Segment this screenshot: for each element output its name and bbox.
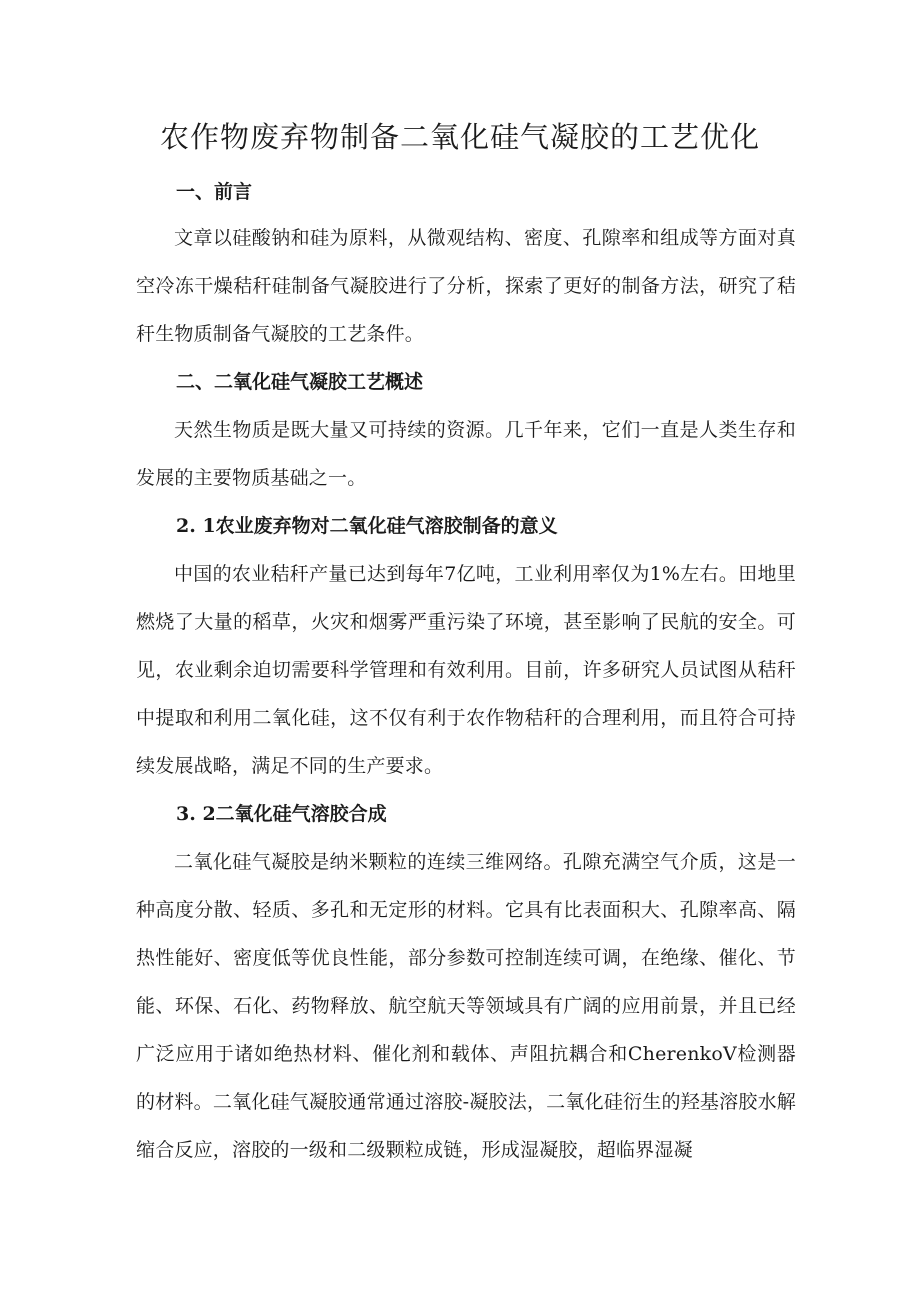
subsection-body-significance xyxy=(136,550,796,790)
section-body-overview xyxy=(136,406,796,502)
section-heading-overview: 二、二氧化硅气凝胶工艺概述 xyxy=(176,371,424,393)
subsection-body-synthesis xyxy=(136,838,796,1174)
document-title: 农作物废弃物制备二氧化硅气凝胶的工艺优化 xyxy=(159,120,760,154)
section-heading-preface: 一、前言 xyxy=(176,181,253,203)
paragraph-synthesis: 二氧化硅气凝胶是纳米颗粒的连续三维网络。孔隙充满空气介质，这是一种高度分散、轻质、多孔和无定形的材料。它具有比表面积大、孔隙率高、隔热性能好、密度低等优良性能，部分参数可控制连续可调，在绝缘、催化、节能、环保、石化、药物释放、航空航天等领域具有广阔的应用前景，并且已经广泛应用于诸如绝热材料、催化剂和载体、声阻抗耦合和CherenkoV检测器的材料。二氧化硅气凝胶通常通过溶胶-凝胶法，二氧化硅衍生的羟基溶胶水解缩合反应，溶胶的一级和二级颗粒成链，形成湿凝胶，超临界湿凝 xyxy=(136,851,796,1161)
subsection-heading-significance: 2. 1农业废弃物对二氧化硅气溶胶制备的意义 xyxy=(176,515,558,537)
paragraph-overview: 天然生物质是既大量又可持续的资源。几千年来，它们一直是人类生存和发展的主要物质基础之一。 xyxy=(136,419,796,489)
paragraph-preface: 文章以硅酸钠和硅为原料，从微观结构、密度、孔隙率和组成等方面对真空冷冻干燥秸秆硅制备气凝胶进行了分析，探索了更好的制备方法，研究了秸秆生物质制备气凝胶的工艺条件。 xyxy=(136,227,796,345)
paragraph-significance: 中国的农业秸秆产量已达到每年7亿吨，工业利用率仅为1%左右。田地里燃烧了大量的稻草，火灾和烟雾严重污染了环境，甚至影响了民航的安全。可见，农业剩余迫切需要科学管理和有效利用。目前，许多研究人员试图从秸秆中提取和利用二氧化硅，这不仅有利于农作物秸秆的合理利用，而且符合可持续发展战略，满足不同的生产要求。 xyxy=(136,563,796,777)
section-body-preface xyxy=(136,214,796,358)
subsection-heading-synthesis: 3. 2二氧化硅气溶胶合成 xyxy=(176,803,387,825)
